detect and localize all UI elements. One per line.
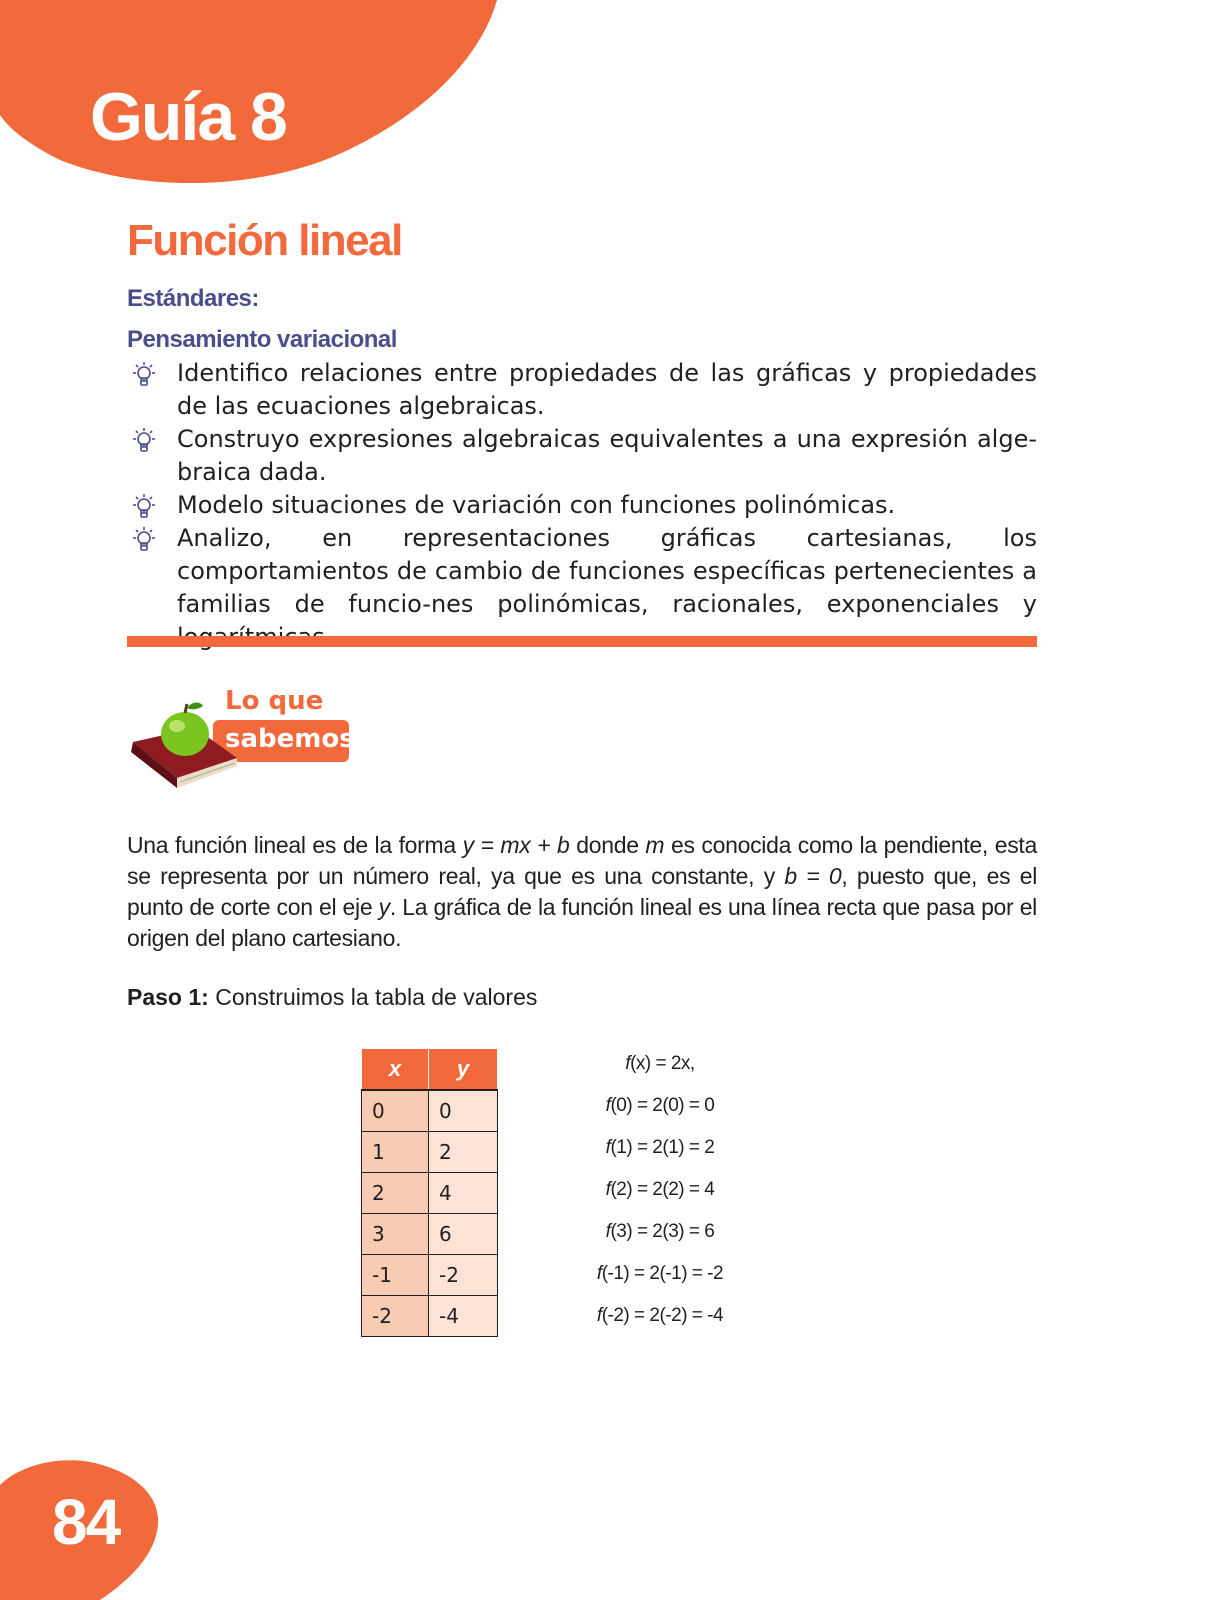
cell-y: 6 xyxy=(429,1214,498,1255)
intro-text: donde xyxy=(569,832,646,858)
function-name: f xyxy=(605,1221,611,1242)
table-row xyxy=(362,1296,498,1337)
function-name: f xyxy=(625,1053,631,1074)
standard-item xyxy=(127,522,1037,654)
standard-item xyxy=(127,423,1037,489)
evaluation-text: (3) = 2(3) = 6 xyxy=(610,1221,715,1242)
table-row xyxy=(362,1255,498,1296)
standard-text: Modelo situaciones de variación con funciones polinómicas. xyxy=(177,491,896,519)
cell-y: 0 xyxy=(429,1090,498,1132)
cell-y: -2 xyxy=(429,1255,498,1296)
lightbulb-icon xyxy=(129,361,159,389)
evaluation-text: (x) = 2x, xyxy=(630,1053,695,1074)
lightbulb-icon xyxy=(129,526,159,554)
values-table xyxy=(361,1048,498,1337)
evaluation-line xyxy=(560,1134,760,1176)
function-name: f xyxy=(605,1179,611,1200)
evaluation-line xyxy=(560,1218,760,1260)
table-row xyxy=(362,1132,498,1173)
table-row xyxy=(362,1214,498,1255)
guide-title: Guía 8 xyxy=(90,79,286,155)
standard-text: Analizo, en representaciones gráficas cartesianas, los comportamientos de cambio de funciones específicas pertenecientes a familias de funcio-nes polinómicas, racionales, exponenciales y xyxy=(177,524,1037,618)
equation: y = mx + b xyxy=(462,832,570,858)
cell-x: -1 xyxy=(362,1255,429,1296)
step-line xyxy=(127,984,537,1011)
section-divider xyxy=(127,636,1037,647)
intro-text: es conocida como la pendiente, esta se representa por un número real, ya que es una constante, y xyxy=(127,832,1038,889)
topic-title: Función lineal xyxy=(127,216,402,265)
function-name: f xyxy=(605,1095,611,1116)
column-header-y: y xyxy=(429,1049,498,1091)
column-header-x: x xyxy=(362,1049,429,1091)
function-name: f xyxy=(596,1263,602,1284)
intro-paragraph xyxy=(127,830,1037,954)
evaluation-text: (-1) = 2(-1) = -2 xyxy=(601,1263,724,1284)
cell-x: 3 xyxy=(362,1214,429,1255)
lightbulb-icon xyxy=(129,493,159,521)
table-row xyxy=(362,1090,498,1132)
evaluation-text: (0) = 2(0) = 0 xyxy=(610,1095,715,1116)
evaluation-text: (-2) = 2(-2) = -4 xyxy=(601,1305,724,1326)
evaluation-text: (1) = 2(1) = 2 xyxy=(610,1137,715,1158)
cell-y: 4 xyxy=(429,1173,498,1214)
thinking-label: Pensamiento variacional xyxy=(127,326,397,353)
intro-text: , puesto que, es el punto de corte con el eje xyxy=(127,863,1038,920)
table-row xyxy=(362,1173,498,1214)
badge-title-line1: Lo que xyxy=(225,686,324,716)
page-number: 84 xyxy=(52,1486,120,1558)
badge-title-line2: sabemos xyxy=(225,724,355,754)
evaluation-text: (2) = 2(2) = 4 xyxy=(610,1179,715,1200)
standards-list xyxy=(127,357,1037,654)
cell-x: 2 xyxy=(362,1173,429,1214)
intro-text: Una función lineal es de la forma xyxy=(127,832,463,858)
evaluation-line xyxy=(560,1050,760,1092)
lightbulb-icon xyxy=(129,427,159,455)
standard-item xyxy=(127,489,1037,522)
standard-item xyxy=(127,357,1037,423)
table-header-row xyxy=(362,1049,498,1091)
cell-x: 1 xyxy=(362,1132,429,1173)
standard-text: Identifico relaciones entre propiedades de las gráficas y propiedades de las ecuaciones algebraicas. xyxy=(177,359,1037,420)
standard-text: Construyo expresiones algebraicas equivalentes a una expresión alge-braica dada. xyxy=(177,425,1037,486)
cell-y: 2 xyxy=(429,1132,498,1173)
step-label: Paso 1: xyxy=(127,984,209,1010)
equation-b: b = 0 xyxy=(784,863,842,889)
variable-m: m xyxy=(645,832,665,858)
function-name: f xyxy=(596,1305,602,1326)
evaluation-line xyxy=(560,1176,760,1218)
function-evaluations xyxy=(560,1050,760,1344)
step-text: Construimos la tabla de valores xyxy=(208,984,538,1010)
evaluation-line xyxy=(560,1092,760,1134)
cell-x: 0 xyxy=(362,1090,429,1132)
evaluation-line xyxy=(560,1260,760,1302)
intro-text: . La gráfica de la función lineal es una línea recta que pasa por el origen del plano cartesiano. xyxy=(127,894,1037,951)
function-name: f xyxy=(605,1137,611,1158)
cell-y: -4 xyxy=(429,1296,498,1337)
variable-y: y xyxy=(378,894,390,920)
cell-x: -2 xyxy=(362,1296,429,1337)
evaluation-line xyxy=(560,1302,760,1344)
standards-label: Estándares: xyxy=(127,285,259,312)
section-badge xyxy=(125,680,385,800)
